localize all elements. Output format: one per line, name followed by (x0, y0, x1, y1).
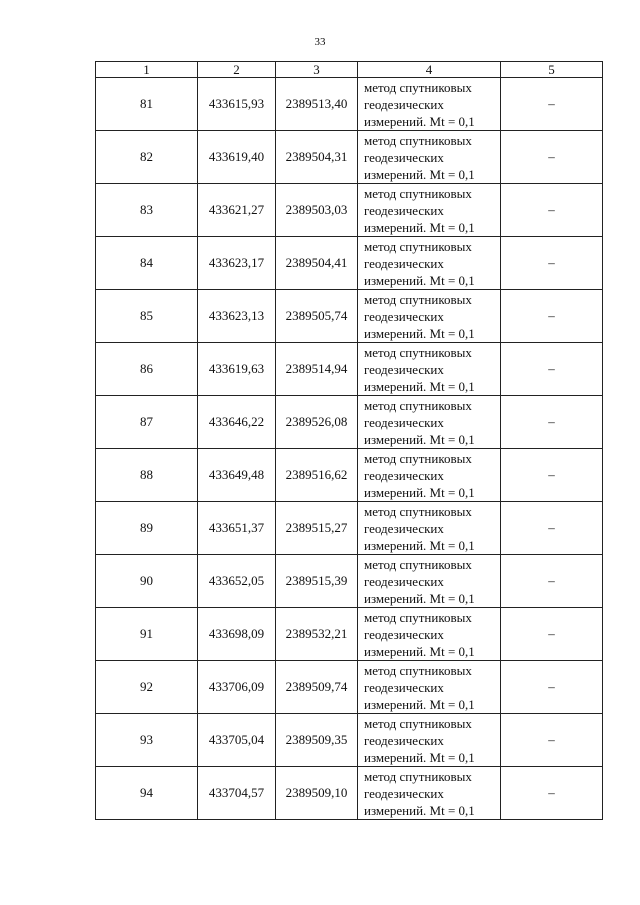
table-row (96, 290, 603, 343)
y-coordinate-cell: 2389504,41 (276, 237, 358, 290)
method-cell (358, 131, 501, 184)
point-number-cell: 89 (96, 502, 198, 555)
method-cell (358, 396, 501, 449)
method-line: измерений. Mt = 0,1 (364, 166, 475, 182)
y-coordinate-cell: 2389526,08 (276, 396, 358, 449)
x-coordinate-cell: 433623,13 (198, 290, 276, 343)
table-row (96, 343, 603, 396)
method-cell (358, 502, 501, 555)
table-body (96, 78, 603, 820)
note-cell: – (501, 184, 603, 237)
note-cell: – (501, 78, 603, 131)
x-coordinate-cell: 433651,37 (198, 502, 276, 555)
note-cell: – (501, 396, 603, 449)
method-line: измерений. Mt = 0,1 (364, 272, 475, 288)
table-row (96, 449, 603, 502)
method-line: измерений. Mt = 0,1 (364, 749, 475, 765)
x-coordinate-cell: 433623,17 (198, 237, 276, 290)
method-line: геодезических (364, 679, 444, 695)
method-line: геодезических (364, 467, 444, 483)
x-coordinate-cell: 433704,57 (198, 767, 276, 820)
table-row (96, 78, 603, 131)
y-coordinate-cell: 2389509,74 (276, 661, 358, 714)
x-coordinate-cell: 433698,09 (198, 608, 276, 661)
x-coordinate-cell: 433705,04 (198, 714, 276, 767)
method-line: метод спутниковых (364, 768, 472, 784)
x-coordinate-cell: 433649,48 (198, 449, 276, 502)
table-row (96, 767, 603, 820)
method-line: геодезических (364, 308, 444, 324)
x-coordinate-cell: 433621,27 (198, 184, 276, 237)
y-coordinate-cell: 2389509,10 (276, 767, 358, 820)
y-coordinate-cell: 2389532,21 (276, 608, 358, 661)
column-header-1: 1 (96, 62, 198, 78)
column-header-3: 3 (276, 62, 358, 78)
method-cell (358, 237, 501, 290)
coordinates-table (95, 61, 603, 820)
note-cell: – (501, 555, 603, 608)
method-cell (358, 714, 501, 767)
method-line: измерений. Mt = 0,1 (364, 537, 475, 553)
method-cell (358, 661, 501, 714)
note-cell: – (501, 237, 603, 290)
point-number-cell: 82 (96, 131, 198, 184)
table-row (96, 237, 603, 290)
point-number-cell: 94 (96, 767, 198, 820)
point-number-cell: 83 (96, 184, 198, 237)
method-cell (358, 343, 501, 396)
method-line: метод спутниковых (364, 238, 472, 254)
point-number-cell: 88 (96, 449, 198, 502)
x-coordinate-cell: 433652,05 (198, 555, 276, 608)
method-cell (358, 184, 501, 237)
y-coordinate-cell: 2389515,39 (276, 555, 358, 608)
method-line: метод спутниковых (364, 662, 472, 678)
column-header-2: 2 (198, 62, 276, 78)
note-cell: – (501, 661, 603, 714)
method-line: метод спутниковых (364, 291, 472, 307)
y-coordinate-cell: 2389509,35 (276, 714, 358, 767)
method-cell (358, 608, 501, 661)
table-header-row (96, 62, 603, 78)
table-row (96, 184, 603, 237)
method-line: метод спутниковых (364, 609, 472, 625)
method-line: метод спутниковых (364, 185, 472, 201)
x-coordinate-cell: 433706,09 (198, 661, 276, 714)
note-cell: – (501, 767, 603, 820)
method-line: геодезических (364, 573, 444, 589)
note-cell: – (501, 449, 603, 502)
method-line: геодезических (364, 255, 444, 271)
point-number-cell: 92 (96, 661, 198, 714)
point-number-cell: 90 (96, 555, 198, 608)
method-line: геодезических (364, 414, 444, 430)
table-row (96, 661, 603, 714)
method-line: измерений. Mt = 0,1 (364, 643, 475, 659)
method-line: измерений. Mt = 0,1 (364, 325, 475, 341)
method-line: измерений. Mt = 0,1 (364, 431, 475, 447)
method-line: метод спутниковых (364, 556, 472, 572)
method-line: измерений. Mt = 0,1 (364, 802, 475, 818)
page-number: 33 (314, 36, 326, 48)
point-number-cell: 85 (96, 290, 198, 343)
method-line: измерений. Mt = 0,1 (364, 219, 475, 235)
note-cell: – (501, 343, 603, 396)
method-line: метод спутниковых (364, 715, 472, 731)
y-coordinate-cell: 2389504,31 (276, 131, 358, 184)
method-cell (358, 449, 501, 502)
note-cell: – (501, 608, 603, 661)
point-number-cell: 84 (96, 237, 198, 290)
y-coordinate-cell: 2389514,94 (276, 343, 358, 396)
y-coordinate-cell: 2389503,03 (276, 184, 358, 237)
table-row (96, 502, 603, 555)
method-line: геодезических (364, 785, 444, 801)
point-number-cell: 86 (96, 343, 198, 396)
point-number-cell: 81 (96, 78, 198, 131)
method-line: геодезических (364, 626, 444, 642)
table-row (96, 608, 603, 661)
table-row (96, 396, 603, 449)
x-coordinate-cell: 433619,40 (198, 131, 276, 184)
y-coordinate-cell: 2389505,74 (276, 290, 358, 343)
y-coordinate-cell: 2389515,27 (276, 502, 358, 555)
method-line: метод спутниковых (364, 344, 472, 360)
point-number-cell: 93 (96, 714, 198, 767)
method-cell (358, 290, 501, 343)
note-cell: – (501, 131, 603, 184)
x-coordinate-cell: 433619,63 (198, 343, 276, 396)
table-row (96, 555, 603, 608)
method-cell (358, 767, 501, 820)
note-cell: – (501, 290, 603, 343)
method-line: метод спутниковых (364, 450, 472, 466)
method-line: метод спутниковых (364, 503, 472, 519)
column-header-5: 5 (501, 62, 603, 78)
table-row (96, 714, 603, 767)
point-number-cell: 87 (96, 396, 198, 449)
point-number-cell: 91 (96, 608, 198, 661)
method-line: измерений. Mt = 0,1 (364, 113, 475, 129)
method-line: геодезических (364, 202, 444, 218)
method-line: измерений. Mt = 0,1 (364, 484, 475, 500)
note-cell: – (501, 502, 603, 555)
method-cell (358, 555, 501, 608)
method-line: геодезических (364, 520, 444, 536)
y-coordinate-cell: 2389513,40 (276, 78, 358, 131)
method-line: геодезических (364, 732, 444, 748)
method-line: метод спутниковых (364, 397, 472, 413)
method-line: геодезических (364, 361, 444, 377)
column-header-4: 4 (358, 62, 501, 78)
method-line: измерений. Mt = 0,1 (364, 378, 475, 394)
x-coordinate-cell: 433646,22 (198, 396, 276, 449)
x-coordinate-cell: 433615,93 (198, 78, 276, 131)
method-line: метод спутниковых (364, 79, 472, 95)
method-cell (358, 78, 501, 131)
method-line: измерений. Mt = 0,1 (364, 590, 475, 606)
note-cell: – (501, 714, 603, 767)
method-line: метод спутниковых (364, 132, 472, 148)
method-line: геодезических (364, 149, 444, 165)
method-line: измерений. Mt = 0,1 (364, 696, 475, 712)
y-coordinate-cell: 2389516,62 (276, 449, 358, 502)
table-row (96, 131, 603, 184)
method-line: геодезических (364, 96, 444, 112)
